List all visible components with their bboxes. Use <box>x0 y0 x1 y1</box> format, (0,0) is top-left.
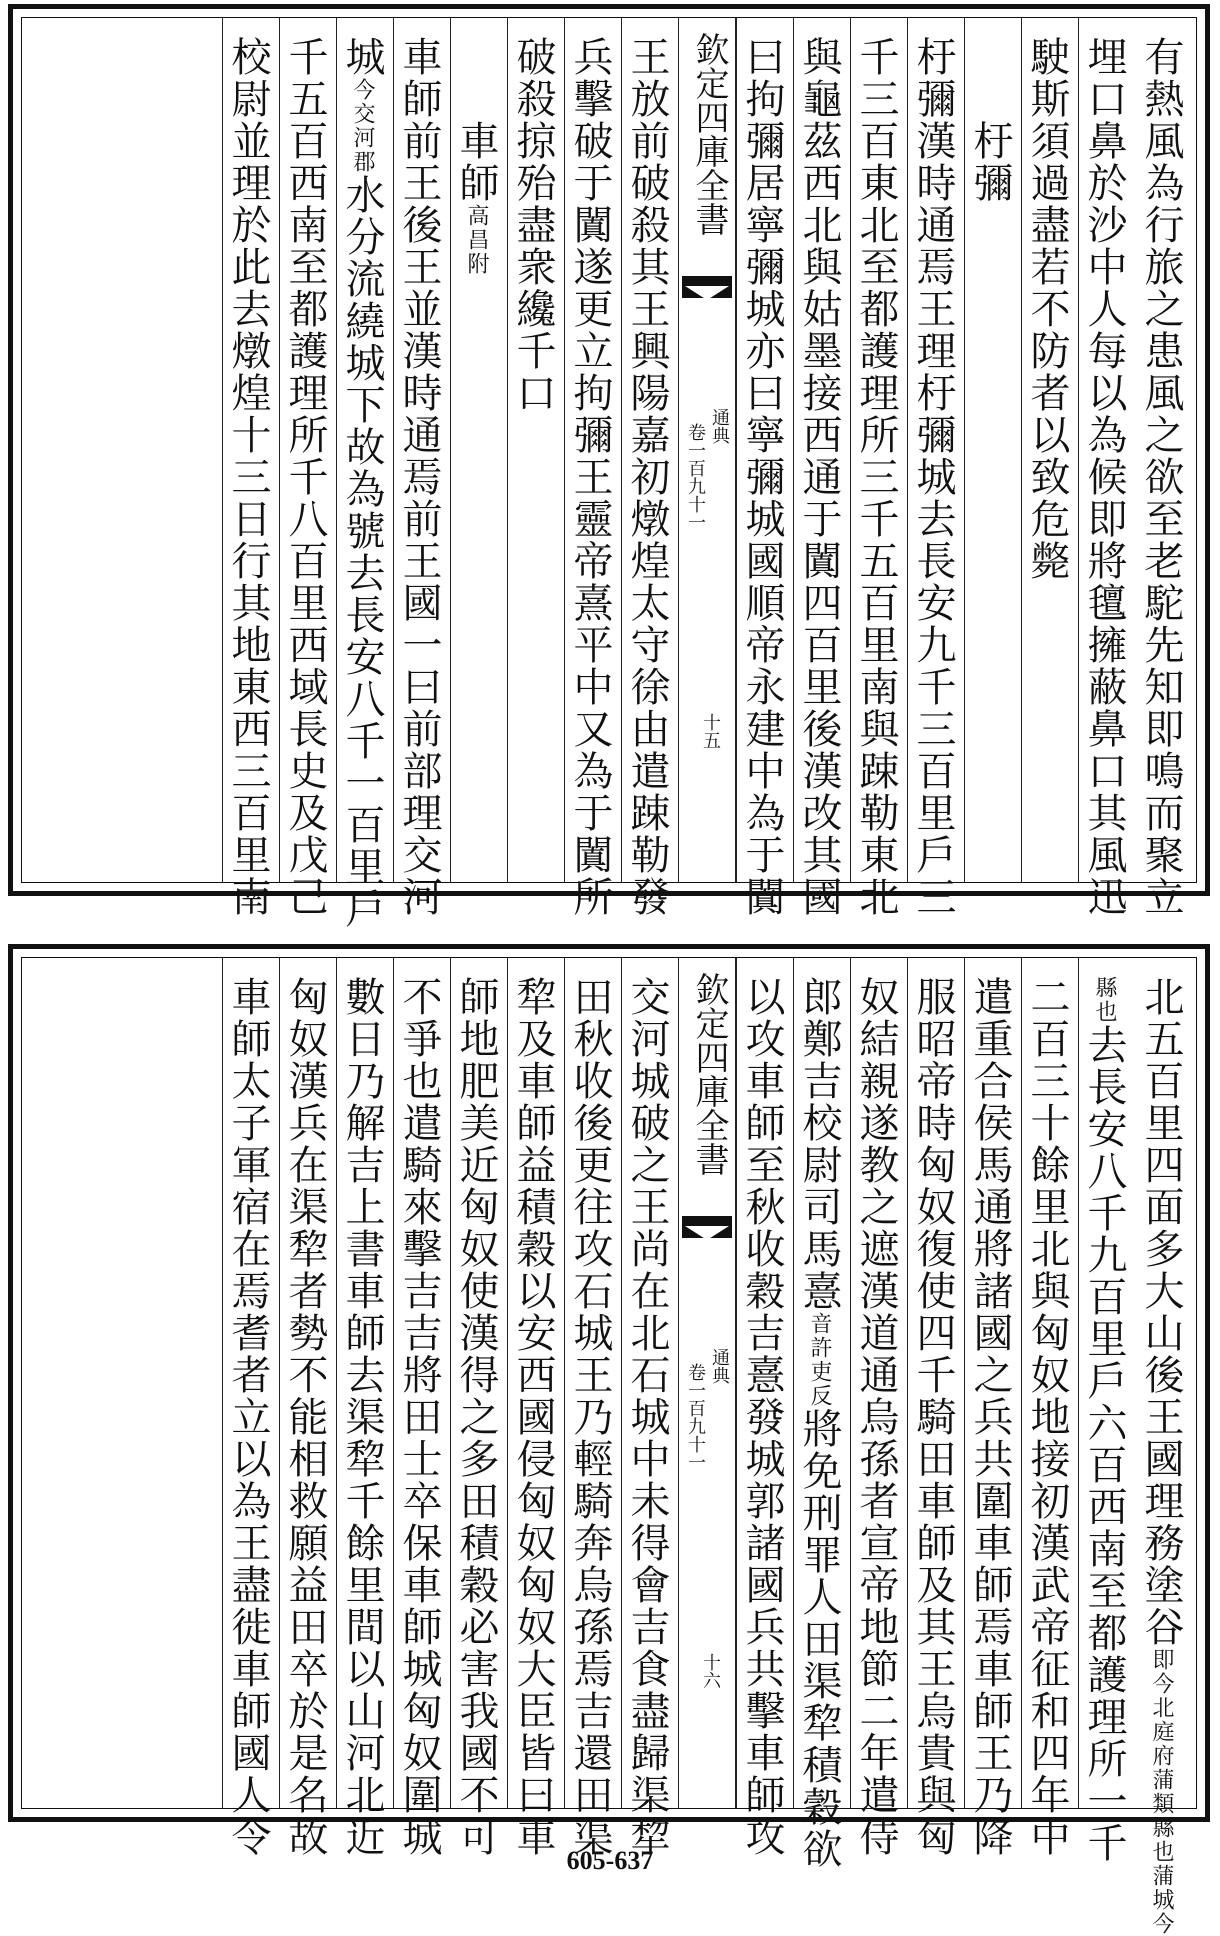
text-column <box>1078 958 1135 1864</box>
text-column <box>793 18 850 918</box>
text-column <box>736 958 793 1858</box>
column-text: 千三百東北至都護理所三千五百里南與踈勒東北 <box>853 36 899 918</box>
inline-annotation: 即今北庭府蒲類縣也 <box>1149 1648 1174 1864</box>
column-text: 曰拘彌居寧彌城亦曰寧彌城國順帝永建中為于闐 <box>739 36 785 918</box>
column-text: 郎鄭吉校尉司馬憙 <box>796 976 842 1312</box>
text-column <box>279 958 336 1858</box>
column-text: 與龜茲西北與姑墨接西通于闐四百里後漢改其國 <box>796 36 842 918</box>
text-column <box>336 18 393 930</box>
text-column <box>621 18 678 918</box>
page-number: 605-637 <box>566 1846 654 1875</box>
text-column <box>850 958 907 1858</box>
column-text: 田秋收後更往攻石城王乃輕騎奔烏孫焉吉還田渠 <box>567 976 613 1858</box>
column-text: 以攻車師至秋收穀吉憙發城郭諸國兵共擊車師攻 <box>739 976 785 1858</box>
column-text: 兵擊破于闐遂更立拘彌王靈帝熹平中又為于闐所 <box>567 36 613 918</box>
text-column <box>1021 18 1078 882</box>
column-text: 數日乃解吉上書車師去渠犂千餘里間以山河北近 <box>339 976 385 1858</box>
column-text: 奴結親遂教之遮漢道通烏孫者宣帝地節二年遣侍 <box>853 976 899 1858</box>
source-title: 通典 <box>709 1348 730 1384</box>
text-column <box>793 958 850 1870</box>
volume-number: 卷一百九十一 <box>685 1363 706 1471</box>
leaf-number: 十六 <box>700 1653 721 1689</box>
column-text: 北五百里四面多大山後王國理務塗谷 <box>1138 976 1184 1648</box>
text-column <box>850 18 907 918</box>
column-text: 服昭帝時匈奴復使四千騎田車師及其王烏貴與匈 <box>910 976 956 1858</box>
fishtail-mark <box>682 276 732 298</box>
column-text: 交河城破之王尚在北石城中未得會吉食盡歸渠犂 <box>624 976 670 1858</box>
column-text-continued: 去長安八千九百里戶六百西南至都護理所一千 <box>1081 1024 1127 1864</box>
column-text: 校尉並理於此去燉煌十三日行其地東西三百里南 <box>225 36 271 918</box>
inline-annotation: 縣也 <box>1092 976 1117 1024</box>
column-text: 杅彌漢時通焉王理杅彌城去長安九千三百里戶三 <box>910 36 956 918</box>
text-column <box>279 18 336 918</box>
text-column <box>1135 958 1192 1936</box>
column-text: 埋口鼻於沙中人每以為候即將氊擁蔽鼻口其風迅 <box>1081 36 1127 918</box>
leaf-number: 十五 <box>700 713 721 749</box>
source-title: 通典 <box>709 408 730 444</box>
column-text: 城 <box>339 36 385 78</box>
text-column <box>222 18 279 918</box>
text-column <box>1021 958 1078 1858</box>
text-column <box>907 958 964 1858</box>
column-text: 二百三十餘里北與匈奴地接初漢武帝征和四年中 <box>1024 976 1070 1858</box>
center-spine <box>678 18 736 882</box>
column-text: 不爭也遣騎來擊吉吉將田士卒保車師城匈奴圍城 <box>396 976 442 1858</box>
text-column <box>507 958 564 1858</box>
text-column <box>222 958 279 1858</box>
column-text: 師地肥美近匈奴使漢得之多田積穀必害我國不可 <box>453 976 499 1858</box>
fishtail-mark <box>682 1216 732 1238</box>
column-text-continued: 水分流繞城下故為號去長安八千一百里戶 <box>339 174 385 930</box>
column-text: 杅彌 <box>967 36 1013 204</box>
text-column <box>450 18 507 882</box>
text-column <box>450 958 507 1858</box>
column-text: 車師 <box>453 36 499 204</box>
column-text: 車師前王後王並漢時通焉前王國一曰前部理交河 <box>396 36 442 918</box>
center-spine <box>678 958 736 1808</box>
text-column <box>964 18 1021 882</box>
column-text: 駛斯須過盡若不防者以致危斃 <box>1024 36 1070 582</box>
column-text: 王放前破殺其王興陽嘉初燉煌太守徐由遣踈勒發 <box>624 36 670 918</box>
text-column <box>564 18 621 918</box>
text-column <box>336 958 393 1858</box>
column-text-continued: 將免刑罪人田渠犂積穀欲 <box>796 1408 842 1870</box>
text-column <box>621 958 678 1858</box>
volume-number: 卷一百九十一 <box>685 423 706 531</box>
text-column <box>1135 18 1192 918</box>
inline-annotation: 蒲城今 <box>1149 1864 1174 1936</box>
text-column <box>507 18 564 882</box>
column-text: 有熱風為行旅之患風之欲至老駝先知即鳴而聚立 <box>1138 36 1184 918</box>
book-title: 欽定四庫全書 <box>689 32 729 236</box>
inline-annotation: 高昌附 <box>464 204 489 276</box>
text-column <box>393 958 450 1858</box>
text-column <box>1078 18 1135 918</box>
book-title: 欽定四庫全書 <box>689 972 729 1176</box>
column-text: 遣重合侯馬通將諸國之兵共圍車師焉車師王乃降 <box>967 976 1013 1858</box>
text-column <box>907 18 964 918</box>
column-text: 破殺掠殆盡衆纔千口 <box>510 36 556 414</box>
text-column <box>393 18 450 918</box>
column-text: 犂及車師益積穀以安西國侵匈奴匈奴大臣皆曰車 <box>510 976 556 1858</box>
text-column <box>736 18 793 918</box>
top-page <box>8 4 1210 930</box>
column-text: 匈奴漢兵在渠犂者勢不能相救願益田卒於是名故 <box>282 976 328 1858</box>
text-column <box>564 958 621 1858</box>
inline-annotation: 音許吏反 <box>807 1312 832 1408</box>
inline-annotation: 今交河郡 <box>350 78 375 174</box>
top-page-frame <box>21 17 1197 930</box>
column-text: 車師太子軍宿在焉耆者立以為王盡徙車師國人令 <box>225 976 271 1858</box>
text-column <box>964 958 1021 1858</box>
column-text: 千五百西南至都護理所千八百里西域長史及戊己 <box>282 36 328 918</box>
